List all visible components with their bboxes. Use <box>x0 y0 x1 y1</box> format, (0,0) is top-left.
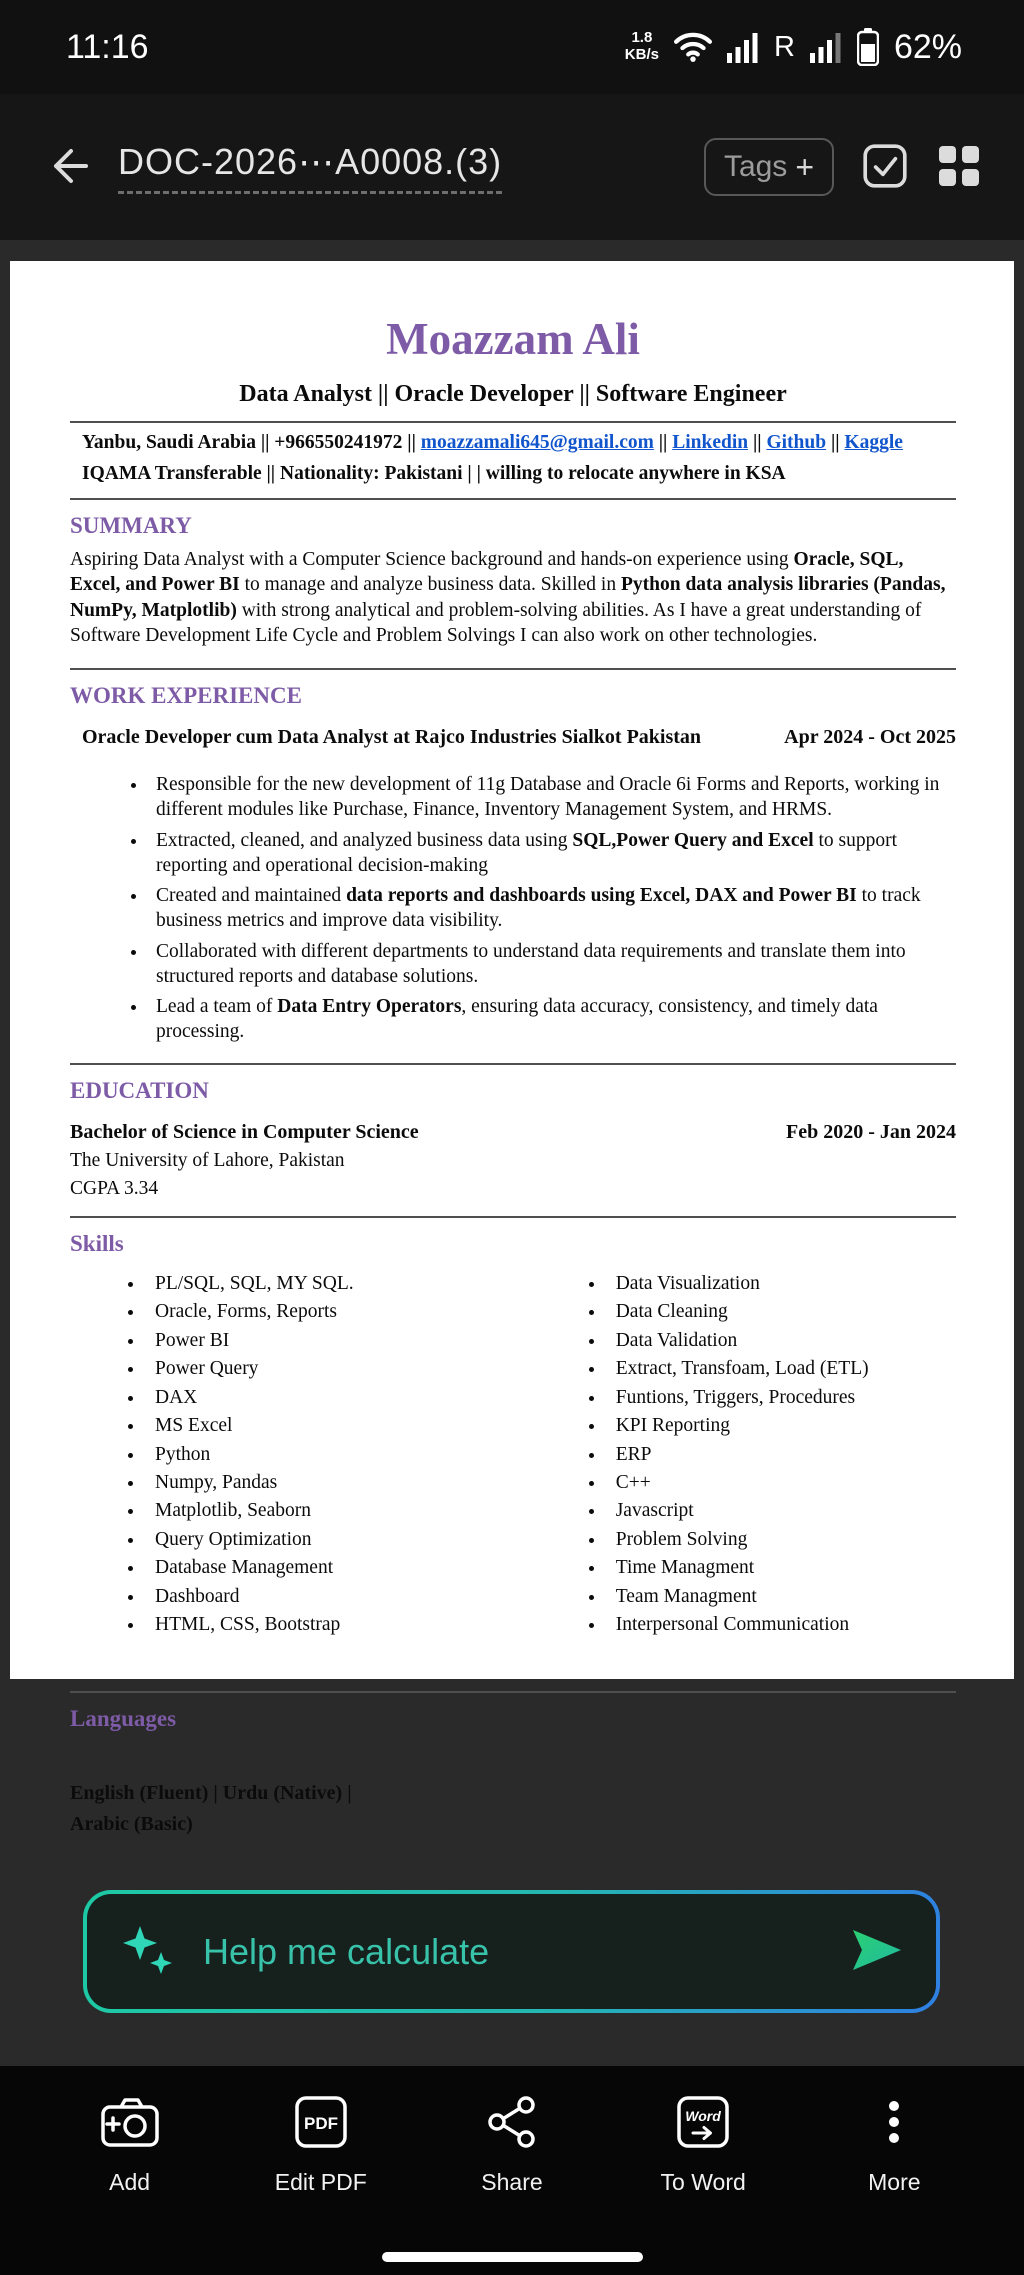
document-title[interactable]: DOC-2026⋯A0008.(3) <box>118 141 502 194</box>
checklist-button[interactable] <box>860 141 910 194</box>
skill-item: • Data Cleaning <box>606 1301 956 1322</box>
contact-line-1 <box>70 432 956 454</box>
skill-item: • Power BI <box>145 1330 531 1351</box>
skill-item: • ERP <box>606 1444 956 1465</box>
languages-text: English (Fluent) | Urdu (Native) | Arabic (Basic) <box>70 1781 352 1835</box>
skill-item: • Power Query <box>145 1358 531 1379</box>
skill-item: • MS Excel <box>145 1415 531 1436</box>
contact-line-2: IQAMA Transferable || Nationality: Pakistani | | willing to relocate anywhere in KSA <box>82 463 786 484</box>
github-link[interactable]: Github <box>766 432 827 453</box>
bullet-item: • Lead a team of Data Entry Operators, ensuring data accuracy, consistency, and timely data processing. <box>148 995 956 1045</box>
ai-bar[interactable] <box>87 1894 936 2009</box>
toolbar-item-label: Edit PDF <box>274 2169 367 2195</box>
skills-columns <box>70 1273 956 1643</box>
pdf-icon <box>293 2094 349 2156</box>
tags-button[interactable] <box>704 138 834 196</box>
education-row <box>70 1121 956 1144</box>
battery-percent: 62% <box>893 27 962 66</box>
send-button[interactable] <box>850 1927 904 1976</box>
clock: 11:16 <box>66 27 149 66</box>
job-title-row <box>70 726 956 749</box>
sparkle-icon <box>119 1920 177 1983</box>
skill-item: • HTML, CSS, Bootstrap <box>145 1614 531 1635</box>
bottom-toolbar <box>0 2066 1024 2275</box>
status-bar <box>0 0 1024 94</box>
word-badge-text: Word <box>685 2108 721 2124</box>
skill-item: • Problem Solving <box>606 1529 956 1550</box>
divider <box>70 421 956 423</box>
grid-view-button[interactable] <box>936 143 982 192</box>
to-word-button[interactable] <box>618 2094 788 2196</box>
bullet-item: • Responsible for the new development of 11g Database and Oracle 6i Forms and Reports, working in different modules like Purchase, Finance, Inventory Management System, and HRMS. <box>148 773 956 823</box>
divider <box>70 1216 956 1218</box>
section-heading-skills: Skills <box>70 1230 124 1256</box>
word-icon <box>674 2094 732 2156</box>
ai-assistant-bar <box>83 1890 940 2013</box>
education-dates: Feb 2020 - Jan 2024 <box>786 1120 956 1143</box>
skill-item: • Database Management <box>145 1557 531 1578</box>
summary-text: Aspiring Data Analyst with a Computer Science background and hands-on experience using Oracle, SQL, Excel, and Power BI to manage and analyze business data. Skilled in Python data analysis libraries (Pandas, NumPy, Matplotlib) with strong analytical and problem-solving abilities. As I have a great understanding of Software Development Life Cycle and Problem Solvings I can also work on other technologies. <box>70 549 946 647</box>
section-heading-education: EDUCATION <box>70 1077 209 1103</box>
pdf-page <box>10 261 1014 1835</box>
skill-item: • Javascript <box>606 1500 956 1521</box>
job-dates: Apr 2024 - Oct 2025 <box>784 726 956 749</box>
skills-left-list <box>70 1273 531 1636</box>
skills-right-list <box>531 1273 956 1636</box>
grid-icon <box>936 143 982 192</box>
skill-item: • DAX <box>145 1387 531 1408</box>
contact-separator: || <box>653 432 673 453</box>
pdf-badge-text: PDF <box>303 2114 338 2133</box>
skill-item: • Funtions, Triggers, Procedures <box>606 1387 956 1408</box>
bullet-item: • Extracted, cleaned, and analyzed business data using SQL,Power Query and Excel to support reporting and operational decision-making <box>148 829 956 879</box>
skill-item: • KPI Reporting <box>606 1415 956 1436</box>
toolbar-item-label: More <box>868 2169 921 2195</box>
more-button[interactable] <box>809 2094 979 2196</box>
toolbar-item-label: Share <box>481 2169 543 2195</box>
skill-item: • Python <box>145 1444 531 1465</box>
skill-item: • Data Visualization <box>606 1273 956 1294</box>
linkedin-link[interactable]: Linkedin <box>672 432 749 453</box>
ai-prompt-text[interactable]: Help me calculate <box>203 1930 490 1972</box>
gpa: CGPA 3.34 <box>70 1177 159 1199</box>
kaggle-link[interactable]: Kaggle <box>844 432 903 453</box>
tags-button-label: Tags <box>723 150 788 183</box>
more-dots-icon <box>866 2094 922 2156</box>
bullet-item: • Created and maintained data reports and dashboards using Excel, DAX and Power BI to track business metrics and improve data visibility. <box>148 884 956 934</box>
back-arrow-icon <box>44 142 92 193</box>
camera-plus-icon <box>99 2094 161 2156</box>
work-bullet-list <box>70 773 956 1045</box>
skill-item: • Query Optimization <box>145 1529 531 1550</box>
section-heading-languages: Languages <box>70 1705 177 1731</box>
network-speed-value: 1.8 <box>631 29 653 47</box>
resume-name: Moazzam Ali <box>386 314 640 364</box>
bullet-item: • Collaborated with different departments to understand data requirements and translate them into structured reports and database solutions. <box>148 940 956 990</box>
network-speed-unit: KB/s <box>624 46 659 63</box>
school: The University of Lahore, Pakistan <box>70 1149 345 1171</box>
signal-sim2-icon <box>810 31 842 63</box>
contact-separator: || <box>748 432 767 453</box>
toolbar-item-label: Add <box>109 2169 151 2195</box>
skill-item: • C++ <box>606 1472 956 1493</box>
contact-location-phone: Yanbu, Saudi Arabia || +966550241972 || <box>82 432 421 453</box>
skill-item: • Data Validation <box>606 1330 956 1351</box>
document-viewport[interactable] <box>0 240 1024 2066</box>
back-button[interactable] <box>44 142 92 193</box>
add-button[interactable] <box>45 2094 215 2196</box>
resume-headline: Data Analyst || Oracle Developer || Software Engineer <box>239 381 787 407</box>
skill-item: • Interpersonal Communication <box>606 1614 956 1635</box>
job-title: Oracle Developer cum Data Analyst at Rajco Industries Sialkot Pakistan <box>82 726 702 749</box>
signal-sim1-icon <box>727 31 759 63</box>
share-button[interactable] <box>427 2094 597 2196</box>
battery-icon <box>857 28 879 66</box>
app-header <box>0 94 1024 240</box>
section-heading-summary: SUMMARY <box>70 513 192 538</box>
wifi-icon <box>674 31 712 63</box>
network-speed <box>625 30 659 64</box>
skill-item: • Numpy, Pandas <box>145 1472 531 1493</box>
degree: Bachelor of Science in Computer Science <box>70 1120 419 1143</box>
share-icon <box>484 2094 540 2156</box>
checklist-icon <box>860 141 910 194</box>
divider <box>70 1063 956 1065</box>
divider <box>70 1691 956 1693</box>
send-icon <box>850 1927 904 1976</box>
toolbar-item-label: To Word <box>660 2169 746 2195</box>
ai-bar-border <box>83 1890 940 2013</box>
skill-item: • PL/SQL, SQL, MY SQL. <box>145 1273 531 1294</box>
skill-item: • Oracle, Forms, Reports <box>145 1301 531 1322</box>
contact-separator: || <box>826 432 845 453</box>
skill-item: • Extract, Transfoam, Load (ETL) <box>606 1358 956 1379</box>
carrier-letter: R <box>773 30 795 63</box>
plus-icon: + <box>795 149 814 185</box>
section-heading-work: WORK EXPERIENCE <box>70 683 302 709</box>
edit-pdf-button[interactable] <box>236 2094 406 2196</box>
email-link[interactable]: moazzamali645@gmail.com <box>420 432 654 453</box>
skill-item: • Team Managment <box>606 1586 956 1607</box>
divider <box>70 668 956 670</box>
divider <box>70 498 956 500</box>
skill-item: • Time Managment <box>606 1557 956 1578</box>
skill-item: • Matplotlib, Seaborn <box>145 1500 531 1521</box>
home-indicator[interactable] <box>382 2252 643 2262</box>
skill-item: • Dashboard <box>145 1586 531 1607</box>
